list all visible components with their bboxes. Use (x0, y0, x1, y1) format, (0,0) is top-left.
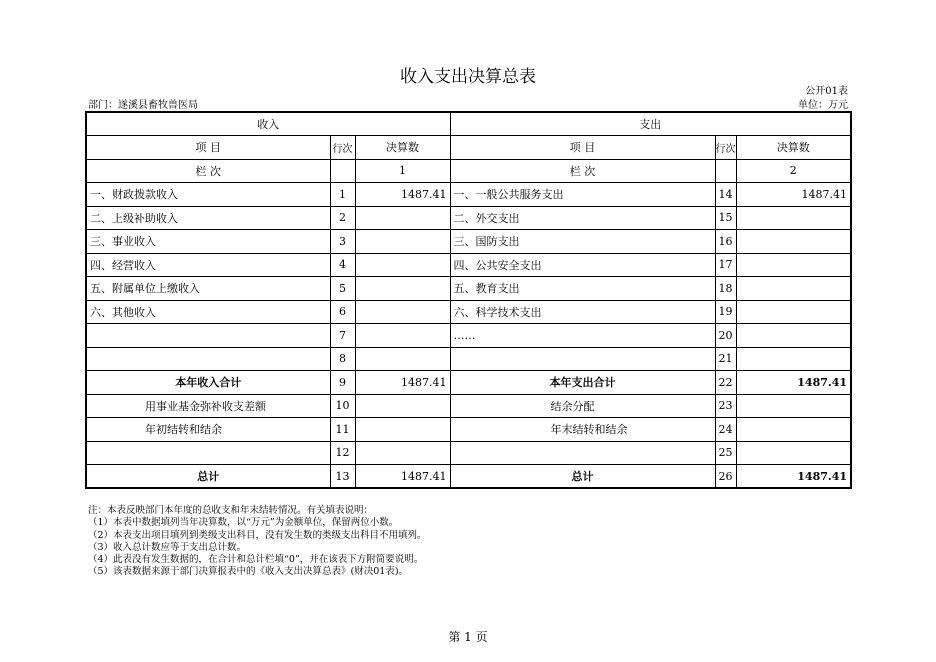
table-cell: 三、事业收入 (86, 230, 330, 254)
table-cell: 8 (330, 347, 355, 371)
note-line: （2）本表支出项目填列到类级支出科目，没有发生数的类级支出科目不用填列。 (88, 529, 427, 541)
expense-column-label: 栏 次 (450, 159, 715, 183)
expense-year-total-label: 本年支出合计 (450, 371, 715, 395)
table-cell (355, 206, 450, 230)
table-cell (355, 253, 450, 277)
table-cell (355, 277, 450, 301)
income-column-line (330, 159, 355, 183)
table-row (86, 394, 851, 418)
table-cell (736, 441, 851, 465)
table-cell (736, 230, 851, 254)
expense-year-total-amount: 1487.41 (736, 371, 851, 395)
table-row (86, 253, 851, 277)
table-cell (736, 418, 851, 442)
table-cell: 三、国防支出 (450, 230, 715, 254)
table-cell: 四、公共安全支出 (450, 253, 715, 277)
table-cell: 9 (330, 371, 355, 395)
table-cell (736, 324, 851, 348)
note-line: （5）该表数据来源于部门决算报表中的《收入支出决算总表》(财决01表)。 (88, 566, 409, 578)
table-cell (736, 394, 851, 418)
grand-total-row (86, 465, 851, 489)
table-row (86, 183, 851, 207)
fund-offset-label: 用事业基金弥补收支差额 (86, 394, 330, 418)
table-cell: 16 (715, 230, 736, 254)
table-cell: 15 (715, 206, 736, 230)
table-cell: 19 (715, 300, 736, 324)
table-cell (86, 324, 330, 348)
table-cell: 6 (330, 300, 355, 324)
table-cell (736, 206, 851, 230)
income-item-header: 项 目 (86, 136, 330, 160)
table-row (86, 277, 851, 301)
table-cell: 2 (330, 206, 355, 230)
table-cell: 4 (330, 253, 355, 277)
table-cell: 24 (715, 418, 736, 442)
table-cell: 六、其他收入 (86, 300, 330, 324)
table-cell (355, 347, 450, 371)
table-cell: 23 (715, 394, 736, 418)
page-title: 收入支出决算总表 (400, 67, 536, 87)
note-line: （3）收入总计数应等于支出总计数。 (88, 541, 247, 553)
table-cell: 四、经营收入 (86, 253, 330, 277)
table-cell (450, 347, 715, 371)
income-line-header: 行次 (330, 136, 355, 160)
table-cell (355, 300, 450, 324)
page-number: 第 1 页 (448, 630, 488, 644)
table-cell (86, 441, 330, 465)
table-cell: 14 (715, 183, 736, 207)
table-cell: 一、一般公共服务支出 (450, 183, 715, 207)
income-amount-header: 决算数 (355, 136, 450, 160)
end-balance-label: 年末结转和结余 (450, 418, 715, 442)
table-cell: 26 (715, 465, 736, 489)
table-row (86, 441, 851, 465)
expense-item-header: 项 目 (450, 136, 715, 160)
table-cell: 二、外交支出 (450, 206, 715, 230)
table-cell (450, 441, 715, 465)
income-column-label: 栏 次 (86, 159, 330, 183)
table-cell: 12 (330, 441, 355, 465)
table-cell: 1 (330, 183, 355, 207)
year-total-row (86, 371, 851, 395)
income-column-number: 1 (355, 159, 450, 183)
table-cell (355, 418, 450, 442)
table-cell: 21 (715, 347, 736, 371)
table-cell: 7 (330, 324, 355, 348)
income-year-total-label: 本年收入合计 (86, 371, 330, 395)
expense-column-number: 2 (736, 159, 851, 183)
table-cell: 五、附属单位上缴收入 (86, 277, 330, 301)
income-grand-total-label: 总计 (86, 465, 330, 489)
table-row (86, 347, 851, 371)
table-cell: 1487.41 (355, 183, 450, 207)
table-cell: …… (450, 324, 715, 348)
table-row (86, 206, 851, 230)
table-row (86, 230, 851, 254)
table-cell (355, 324, 450, 348)
table-row (86, 324, 851, 348)
expense-amount-header: 决算数 (736, 136, 851, 160)
table-cell (355, 441, 450, 465)
table-cell: 10 (330, 394, 355, 418)
table-cell (736, 253, 851, 277)
table-cell: 18 (715, 277, 736, 301)
table-header-row (86, 112, 851, 136)
department-label: 部门：遂溪县畜牧兽医局 (88, 100, 198, 111)
expense-column-line (715, 159, 736, 183)
table-cell: 5 (330, 277, 355, 301)
table-cell (736, 347, 851, 371)
table-cell: 22 (715, 371, 736, 395)
income-header: 收入 (86, 112, 450, 136)
notes (88, 505, 427, 579)
column-index-row (86, 159, 851, 183)
table-cell (86, 347, 330, 371)
table-cell: 一、财政拨款收入 (86, 183, 330, 207)
table-cell (355, 230, 450, 254)
note-line: （4）此表没有发生数据的，在合计和总计栏填“0”，并在该表下方附简要说明。 (88, 554, 424, 566)
table-cell: 20 (715, 324, 736, 348)
note-line: （1）本表中数据填列当年决算数，以“万元”为金额单位，保留两位小数。 (88, 517, 399, 529)
table-cell (736, 300, 851, 324)
expense-line-header: 行次 (715, 136, 736, 160)
table-cell: 13 (330, 465, 355, 489)
table-cell: 1487.41 (736, 183, 851, 207)
expense-header: 支出 (450, 112, 851, 136)
summary-table (85, 111, 852, 489)
income-year-total-amount: 1487.41 (355, 371, 450, 395)
table-cell: 五、教育支出 (450, 277, 715, 301)
begin-balance-label: 年初结转和结余 (86, 418, 330, 442)
table-row (86, 418, 851, 442)
form-code: 公开01表 (805, 86, 848, 97)
table-cell (736, 277, 851, 301)
table-cell: 二、上级补助收入 (86, 206, 330, 230)
table-cell: 六、科学技术支出 (450, 300, 715, 324)
table-cell (355, 394, 450, 418)
note-line: 注：本表反映部门本年度的总收支和年末结转情况。有关填表说明： (88, 505, 374, 516)
table-cell: 17 (715, 253, 736, 277)
expense-grand-total-amount: 1487.41 (736, 465, 851, 489)
unit-label: 单位：万元 (798, 100, 848, 111)
table-cell: 11 (330, 418, 355, 442)
income-grand-total-amount: 1487.41 (355, 465, 450, 489)
surplus-distribution-label: 结余分配 (450, 394, 715, 418)
table-cell: 25 (715, 441, 736, 465)
expense-grand-total-label: 总计 (450, 465, 715, 489)
table-row (86, 300, 851, 324)
table-cell: 3 (330, 230, 355, 254)
column-header-row (86, 136, 851, 160)
